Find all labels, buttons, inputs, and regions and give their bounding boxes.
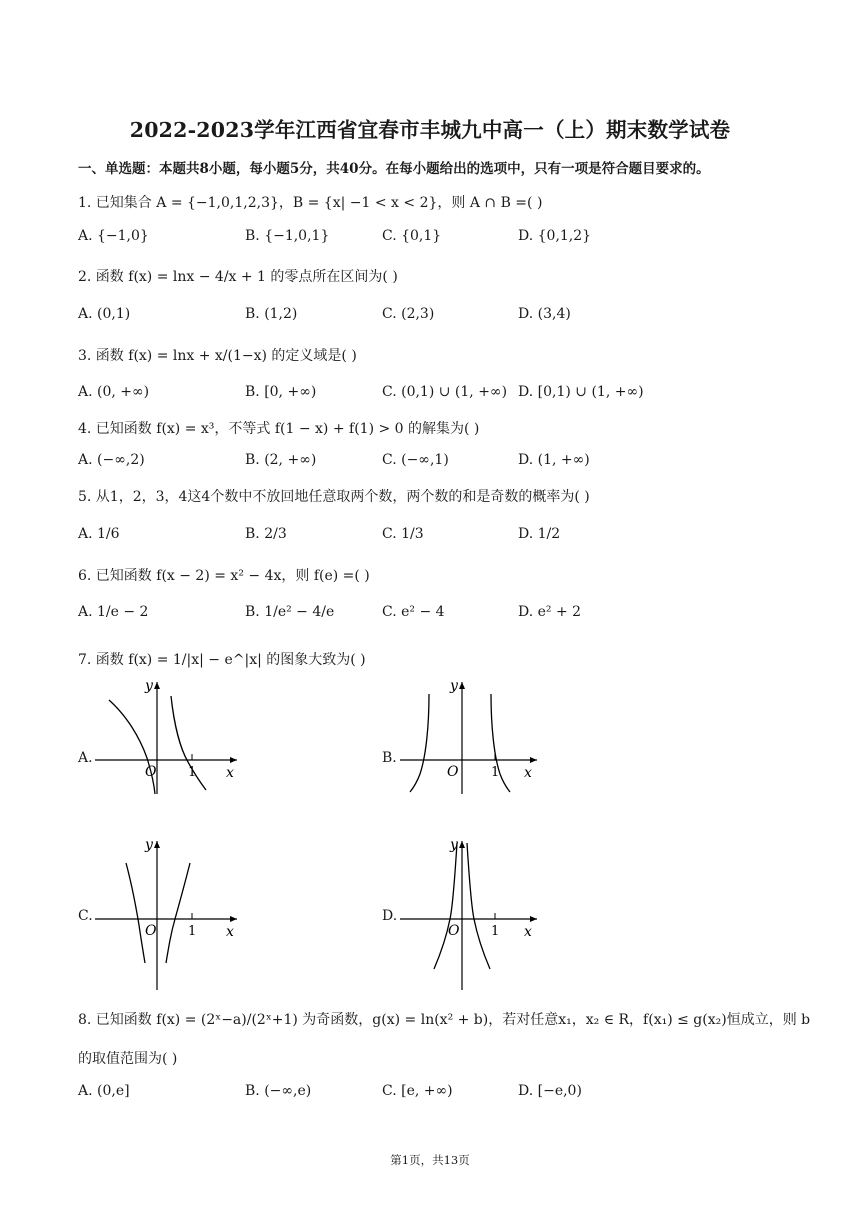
x-axis-label: x: [524, 924, 532, 940]
q7-option-d-label: D.: [382, 908, 398, 924]
q3-option-a: A. (0, +∞): [78, 384, 150, 400]
question-7-stem: 7. 函数 f(x) = 1/|x| − e^|x| 的图象大致为( ): [78, 652, 366, 668]
q5-option-c: C. 1/3: [382, 526, 424, 542]
q7-graph-c: [95, 835, 245, 995]
y-axis-label: y: [145, 678, 153, 694]
y-axis-label: y: [450, 678, 458, 694]
q5-option-a: A. 1/6: [78, 526, 120, 542]
q8-option-d: D. [−e,0): [518, 1083, 582, 1099]
x-axis-label: x: [226, 924, 234, 940]
q5-option-d: D. 1/2: [518, 526, 561, 542]
y-axis-label: y: [145, 837, 153, 853]
question-1-stem: 1. 已知集合 A = {−1,0,1,2,3}，B = {x| −1 < x < 2}，则 A ∩ B =( ): [78, 195, 543, 211]
question-4-stem: 4. 已知函数 f(x) = x³，不等式 f(1 − x) + f(1) > 0 的解集为( ): [78, 421, 480, 437]
y-axis-label: y: [450, 837, 458, 853]
tick-one-label: 1: [188, 924, 197, 939]
q8-option-b: B. (−∞,e): [245, 1083, 312, 1099]
q7-graph-a: [95, 676, 245, 796]
origin-label: O: [145, 764, 157, 780]
q4-option-a: A. (−∞,2): [78, 452, 145, 468]
page-title: 2022-2023学年江西省宜春市丰城九中高一（上）期末数学试卷: [129, 118, 731, 142]
q7-graph-b: [400, 676, 550, 796]
x-axis-label: x: [226, 765, 234, 781]
question-8-stem: 8. 已知函数 f(x) = (2ˣ−a)/(2ˣ+1) 为奇函数，g(x) = ln(x² + b)，若对任意x₁，x₂ ∈ R，f(x₁) ≤ g(x₂)恒成立，则 b: [78, 1012, 811, 1028]
q6-option-a: A. 1/e − 2: [78, 604, 149, 620]
q7-option-c-label: C.: [78, 908, 93, 924]
page-footer: 第1页，共13页: [390, 1153, 470, 1167]
q1-option-b: B. {−1,0,1}: [245, 228, 330, 244]
origin-label: O: [145, 923, 157, 939]
q6-option-d: D. e² + 2: [518, 604, 582, 620]
tick-one-label: 1: [188, 765, 197, 780]
q3-option-b: B. [0, +∞): [245, 384, 317, 400]
q2-option-d: D. (3,4): [518, 306, 571, 322]
q4-option-d: D. (1, +∞): [518, 452, 590, 468]
q4-option-b: B. (2, +∞): [245, 452, 317, 468]
q2-option-b: B. (1,2): [245, 306, 298, 322]
q2-option-c: C. (2,3): [382, 306, 435, 322]
x-axis-label: x: [524, 765, 532, 781]
q6-option-b: B. 1/e² − 4/e: [245, 604, 335, 620]
section-heading: 一、单选题：本题共8小题，每小题5分，共40分。在每小题给出的选项中，只有一项是符合题目要求的。: [78, 161, 710, 177]
q6-option-c: C. e² − 4: [382, 604, 445, 620]
q3-option-c: C. (0,1) ∪ (1, +∞): [382, 384, 508, 400]
question-8-stem-continued: 的取值范围为( ): [78, 1051, 178, 1067]
q1-option-d: D. {0,1,2}: [518, 228, 592, 244]
q8-option-a: A. (0,e]: [78, 1083, 130, 1099]
question-6-stem: 6. 已知函数 f(x − 2) = x² − 4x，则 f(e) =( ): [78, 568, 370, 584]
question-5-stem: 5. 从1，2，3，4这4个数中不放回地任意取两个数，两个数的和是奇数的概率为( ): [78, 489, 590, 505]
tick-one-label: 1: [491, 924, 500, 939]
question-2-stem: 2. 函数 f(x) = lnx − 4/x + 1 的零点所在区间为( ): [78, 269, 398, 285]
origin-label: O: [448, 923, 460, 939]
q7-option-a-label: A.: [78, 750, 93, 766]
q8-option-c: C. [e, +∞): [382, 1083, 453, 1099]
q2-option-a: A. (0,1): [78, 306, 131, 322]
q1-option-c: C. {0,1}: [382, 228, 442, 244]
q5-option-b: B. 2/3: [245, 526, 287, 542]
q7-option-b-label: B.: [382, 750, 397, 766]
q7-graph-d: [400, 835, 550, 995]
q1-option-a: A. {−1,0}: [78, 228, 149, 244]
q3-option-d: D. [0,1) ∪ (1, +∞): [518, 384, 644, 400]
tick-one-label: 1: [491, 765, 500, 780]
origin-label: O: [447, 764, 459, 780]
q4-option-c: C. (−∞,1): [382, 452, 449, 468]
question-3-stem: 3. 函数 f(x) = lnx + x/(1−x) 的定义域是( ): [78, 348, 357, 364]
